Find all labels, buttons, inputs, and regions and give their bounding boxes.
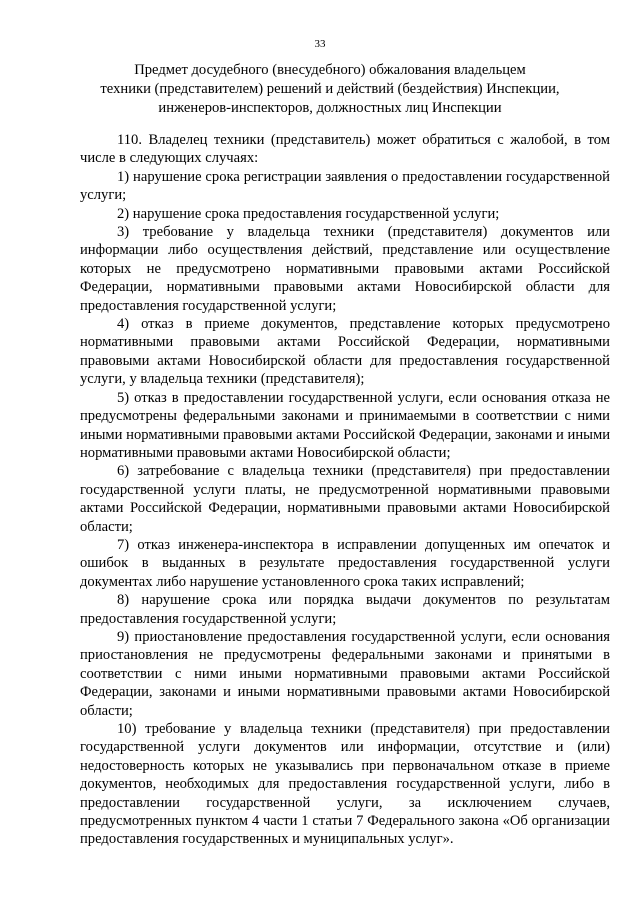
list-item-8: 8) нарушение срока или порядка выдачи документов по результатам предоставления государственной услуги; <box>80 592 610 627</box>
list-item-10: 10) требование у владельца техники (представителя) при предоставлении государственной услуги документов или информации, отсутствие и (или) недостоверность которых не указывались при первоначальном отказе в приеме документов, необходимых для предоставления государственной услуги, либо в предоставлении государственной услуги, за исключением случаев, предусмотренных пунктом 4 части 1 статьи 7 Федерального закона «Об организации предоставления государственных и муниципальных услуг». <box>80 721 610 848</box>
list-item-4: 4) отказ в приеме документов, представление которых предусмотрено нормативными правовыми актами Российской Федерации, нормативными правовыми актами Новосибирской области для предоставления государственной услуги, у владельца техники (представителя); <box>80 316 610 388</box>
list-item-3: 3) требование у владельца техники (представителя) документов или информации либо осуществления действий, представление или осуществление которых не предусмотрено нормативными правовыми актами Российской Федерации, нормативными правовыми актами Новосибирской области для предоставления государственной услуги; <box>80 224 610 314</box>
list-item-2: 2) нарушение срока предоставления государственной услуги; <box>117 205 500 222</box>
list-item-1: 1) нарушение срока регистрации заявления о предоставлении государственной услуги; <box>80 168 610 204</box>
list-item-6: 6) затребование с владельца техники (представителя) при предоставлении государственной услуги платы, не предусмотренной нормативными правовыми актами Российской Федерации, нормативными правовыми актами Новосибирской области; <box>80 463 610 535</box>
heading-line: техники (представителем) решений и действий (бездействия) Инспекции, <box>100 81 560 97</box>
clause-110-intro: 110. Владелец техники (представитель) может обратиться с жалобой, в том числе в следующих случаях: <box>80 132 610 167</box>
list-item-9: 9) приостановление предоставления государственной услуги, если основания приостановления не предусмотрены федеральными законами и принятыми в соответствии с ними иными нормативными правовыми актами Российской Федерации, законами и иными нормативными правовыми актами Новосибирской области; <box>80 628 610 719</box>
heading-line: инженеров-инспекторов, должностных лиц Инспекции <box>158 100 502 116</box>
page-number: 33 <box>314 38 326 50</box>
heading-line: Предмет досудебного (внесудебного) обжалования владельцем <box>134 62 526 78</box>
list-item-5: 5) отказ в предоставлении государственной услуги, если основания отказа не предусмотрены федеральными законами и принимаемыми в соответствии с ними иными нормативными правовыми актами Российской Федерации, законами и иными нормативными правовыми актами Новосибирской области; <box>80 389 610 461</box>
section-heading <box>80 61 580 118</box>
document-body <box>80 131 610 849</box>
list-item-7: 7) отказ инженера-инспектора в исправлении допущенных им опечаток и ошибок в выданных в результате предоставления государственной услуги документах либо нарушение установленного срока таких исправлений; <box>80 536 610 590</box>
